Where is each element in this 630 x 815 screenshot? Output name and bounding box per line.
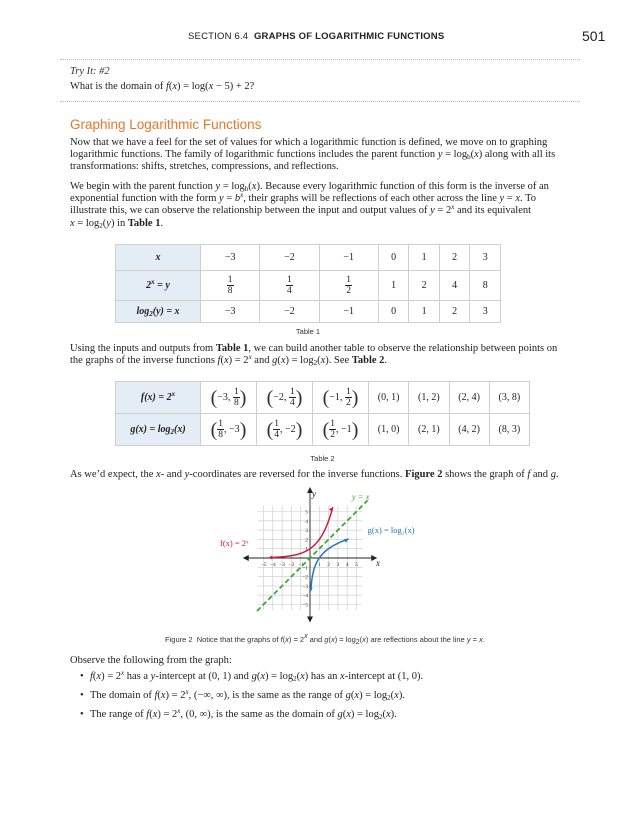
row-label-g: $g(x) = \log_2(x)$ [116,414,201,446]
table-cell: (2, 4) [449,382,489,414]
table-2-caption: Table 2 [310,454,335,463]
table-cell: 2 [439,245,470,271]
table-cell: 4 [439,271,470,301]
table-2 [115,381,530,446]
y-axis-label: y [312,489,316,499]
denominator: 4 [287,286,292,296]
observe-intro: Observe the following from the graph: [70,655,232,666]
table-cell: −2 [260,245,319,271]
figure-2-graph [200,487,440,627]
table-cell: −3 [201,301,260,323]
table-cell: 2 [409,271,440,301]
g-bottom-arrow [309,587,313,591]
page-header [0,28,630,47]
y-tick-label: 1 [305,546,308,553]
paragraph-line: We begin with the parent function $y = \log_b(x)$. Because every logarithmic function of this form is the inverse of an [70,181,549,193]
y-tick-label: 4 [305,518,308,525]
f-label: f(x) = 2ˣ [220,537,249,548]
try-it-question: What is the domain of f(x) = log(x − 5) + 2? [70,81,255,92]
try-it-label: Try It: #2 [70,66,110,77]
x-tick-label: 5 [355,562,358,568]
figure-2-caption: Figure 2 Notice that the graphs of $f(x) = 2^x$ and $g(x) = \log_2(x)$ are reflections about the line y = x. [165,633,485,646]
table-cell: ( $\frac{1}{8}$ , −3 ) [201,414,257,446]
denominator: 2 [346,286,352,296]
y-tick-label: −2 [302,574,308,581]
line-label: y = x [351,491,370,502]
table-row [116,414,530,446]
page-number: 501 [582,28,606,44]
table-cell: 3 [470,245,501,271]
table-row [116,245,501,271]
table-cell: 2 [439,301,470,323]
section-number: SECTION 6.4 [188,31,249,42]
line-y-equals-x [257,500,368,611]
table-cell: (3, 8) [489,382,529,414]
y-axis-arrow [307,616,313,622]
x-tick-label: −1 [297,562,304,568]
table-cell [201,271,260,301]
list-item: • $f(x) = 2^x$ has a y-intercept at (0, 1) and $g(x) = \log_2(x)$ has an x-intercept at (1, 0). [80,669,424,683]
table-cell: (1, 2) [409,382,449,414]
list-item: • The range of $f(x) = 2^x$, (0, ∞), is the same as the domain of $g(x) = \log_2(x)$. [80,707,397,721]
x-tick-label: −5 [260,562,267,568]
axes [243,487,377,622]
paragraph-figure-intro [70,469,575,481]
x-tick-label: −4 [269,562,276,568]
table-cell: ( $\frac{1}{4}$ , −2 ) [257,414,313,446]
table-cell: ( −2, $\frac{1}{4}$ ) [257,382,313,414]
table-cell: (2, 1) [409,414,449,446]
table-cell: 1 [378,271,409,301]
table-cell: ( −3, $\frac{1}{8}$ ) [201,382,257,414]
table-cell: ( −1, $\frac{1}{2}$ ) [313,382,369,414]
table-cell: 1 [409,301,440,323]
table-cell: −1 [319,301,378,323]
table-cell: (1, 0) [369,414,409,446]
x-tick-label: −3 [279,562,286,568]
numerator: 1 [227,275,233,285]
x-axis-arrow [243,555,249,561]
x-tick-label: 2 [327,562,330,568]
table-cell: −2 [260,301,319,323]
table-1 [115,244,501,323]
running-head [188,31,444,42]
table-cell: (4, 2) [449,414,489,446]
f-left-arrow [268,556,272,560]
paragraph-line: the graphs of the inverse functions $f(x) = 2^x$ and $g(x) = \log_2(x)$. See Table 2. [70,353,388,368]
row-label-log: $\log_2(y) = x$ [116,301,201,323]
paragraph-line: As we’d expect, the x- and y-coordinates are reversed for the inverse functions. Figure 2 shows the graph of f and g. [70,469,559,480]
y-tick-label: 5 [305,509,308,516]
table-cell: 3 [470,301,501,323]
section-heading: Graphing Logarithmic Functions [70,117,262,132]
table-cell: ( $\frac{1}{2}$ , −1 ) [313,414,369,446]
x-tick-label: 4 [345,562,349,568]
table-cell: −3 [201,245,260,271]
y-tick-label: −5 [302,602,308,609]
list-item: • The domain of $f(x) = 2^x$, (−∞, ∞), is the same as the range of $g(x) = \log_2(x)$. [80,688,405,702]
row-label-x: x [116,245,201,271]
table-cell: 0 [378,245,409,271]
paragraph-parent-function [70,181,575,230]
table-cell: −1 [319,245,378,271]
curve-f-exponential [270,507,333,557]
y-tick-label: 2 [305,537,308,544]
denominator: 8 [227,286,233,296]
x-tick-label: −2 [288,562,295,568]
row-label-f: $f(x) = 2^x$ [116,382,201,414]
table-cell [319,271,378,301]
paragraph-line: exponential function with the form $y = b^x$, their graphs will be reflections of each other across the line y = x. To [70,191,537,205]
table-cell: (0, 1) [369,382,409,414]
table-cell [260,271,319,301]
paragraph-line: Using the inputs and outputs from Table 1, we can build another table to observe the relationship between points on [70,343,558,354]
row-label-y: $2^x = y$ [116,271,201,301]
paragraph-line: $x = \log_2(y)$ in Table 1. [70,217,164,230]
numerator: 1 [287,275,292,285]
x-tick-label: 1 [317,562,321,568]
y-tick-label: −3 [302,583,308,590]
x-axis-label: x [376,558,381,568]
divider [60,101,580,102]
paragraph-table-2-intro [70,343,575,367]
paragraph-line: illustrate this, we can observe the relationship between the input and output values of $y = 2^x$ and its equivalent [70,203,532,217]
divider [60,59,580,60]
numerator: 1 [346,275,352,285]
paragraph-intro [70,137,575,174]
paragraph-line: logarithmic functions. The family of logarithmic functions includes the parent function $y = \log_b(x)$ along with all its [70,149,556,162]
paragraph-line: transformations: shifts, stretches, compressions, and reflections. [70,161,339,173]
table-row [116,271,501,301]
x-tick-label: 3 [336,562,340,568]
table-cell: 0 [378,301,409,323]
table-row [116,382,530,414]
table-cell: 1 [409,245,440,271]
table-row [116,301,501,323]
section-title: GRAPHS OF LOGARITHMIC FUNCTIONS [253,31,445,42]
y-tick-label: −4 [302,593,308,600]
g-label: g(x) = log₂(x) [367,524,415,535]
table-1-caption: Table 1 [295,327,321,336]
paragraph-line: Now that we have a feel for the set of values for which a logarithmic function is defined, we move on to graphing [70,137,548,148]
y-tick-label: −1 [302,565,308,572]
y-tick-label: 3 [305,528,308,535]
table-cell: 8 [470,271,501,301]
table-cell: (8, 3) [489,414,529,446]
